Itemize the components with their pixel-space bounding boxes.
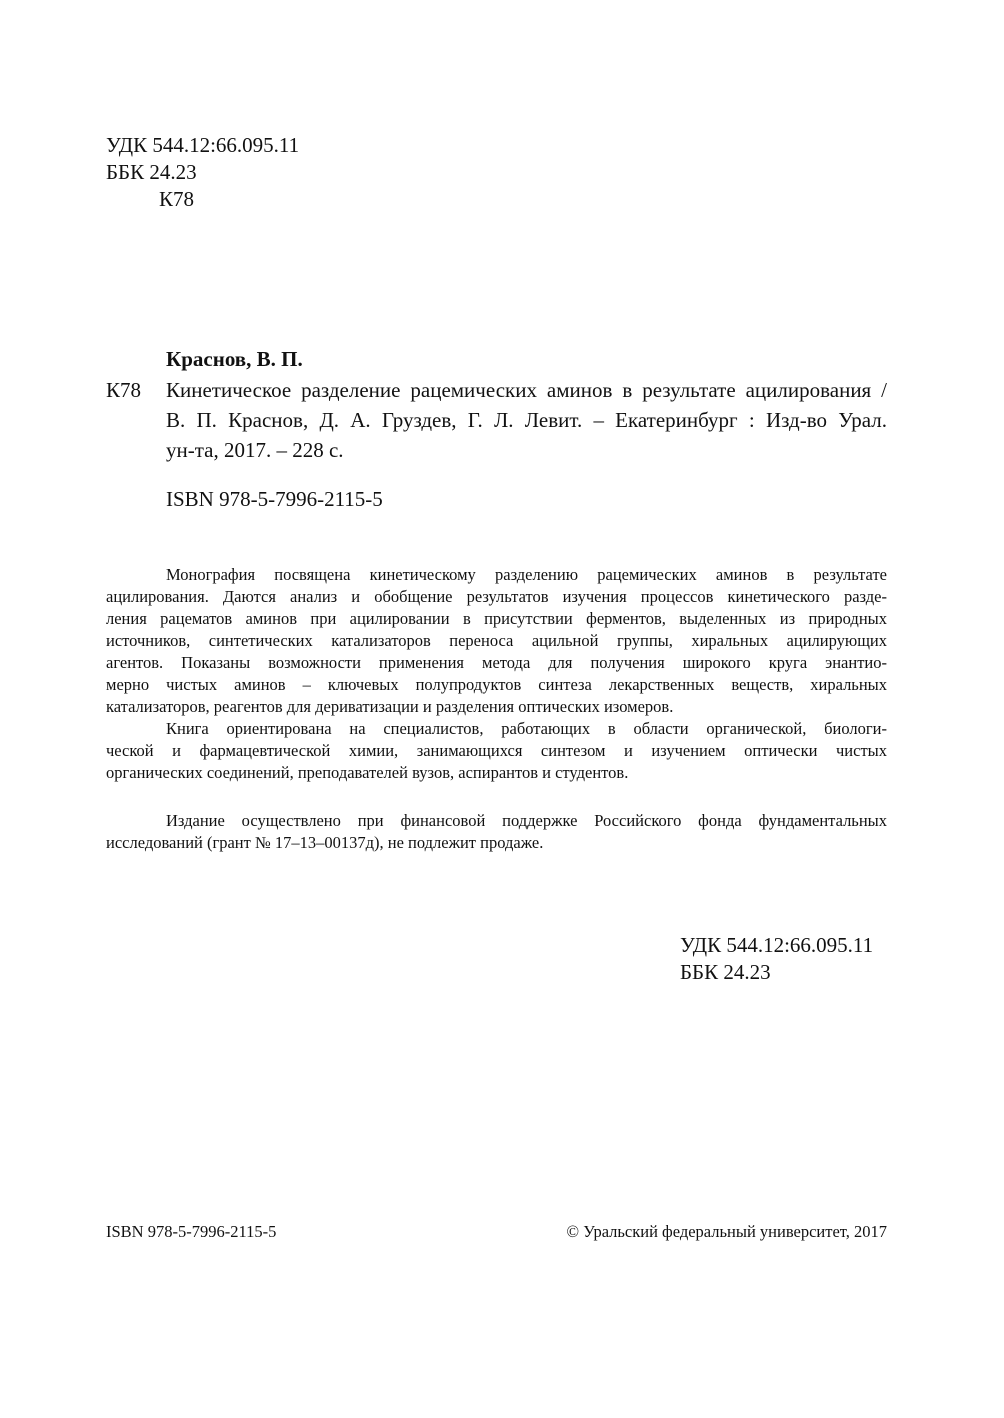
annotation-line: Монография посвящена кинетическому разделению рацемических аминов в результате [166,565,887,584]
udk-code-bottom: УДК 544.12:66.095.11 [680,933,874,957]
annotation-line: ацилирования. Даются анализ и обобщение результатов изучения процессов кинетического разде- [106,587,887,606]
isbn-record: ISBN 978-5-7996-2115-5 [166,487,383,511]
bib-description-line: Кинетическое разделение рацемических аминов в результате ацилирования / [166,378,887,402]
funding-line: Издание осуществлено при финансовой поддержке Российского фонда фундаментальных [166,811,887,830]
funding-line: исследований (грант № 17–13–00137д), не подлежит продаже. [106,833,544,852]
udk-code-top: УДК 544.12:66.095.11 [106,133,300,157]
copyright-notice: © Уральский федеральный университет, 2017 [566,1222,887,1241]
author-mark-top: К78 [159,187,195,211]
annotation-line: агентов. Показаны возможности применения метода для получения широкого круга энантио- [106,653,887,672]
annotation-line: органических соединений, преподавателей вузов, аспирантов и студентов. [106,763,629,782]
isbn-footer: ISBN 978-5-7996-2115-5 [106,1222,277,1241]
bib-description-line: ун-та, 2017. – 228 с. [166,438,344,462]
bib-description-line: В. П. Краснов, Д. А. Груздев, Г. Л. Левит. – Екатеринбург : Изд-во Урал. [166,408,887,432]
annotation-line: ческой и фармацевтической химии, занимающихся синтезом и изучением оптически чистых [106,741,887,760]
annotation-line: Книга ориентирована на специалистов, работающих в области органической, биологи- [166,719,887,738]
annotation-line: источников, синтетических катализаторов переноса ацильной группы, хиральных ацилирующих [106,631,887,650]
bbk-code-top: ББК 24.23 [106,160,197,184]
author-heading: Краснов, В. П. [166,347,303,371]
bbk-code-bottom: ББК 24.23 [680,960,771,984]
annotation-line: ления рацематов аминов при ацилировании в присутствии ферментов, выделенных из природных [106,609,887,628]
annotation-line: мерно чистых аминов – ключевых полупродуктов синтеза лекарственных веществ, хиральных [106,675,887,694]
annotation-line: катализаторов, реагентов для дериватизации и разделения оптических изомеров. [106,697,674,716]
author-mark: К78 [106,378,142,402]
